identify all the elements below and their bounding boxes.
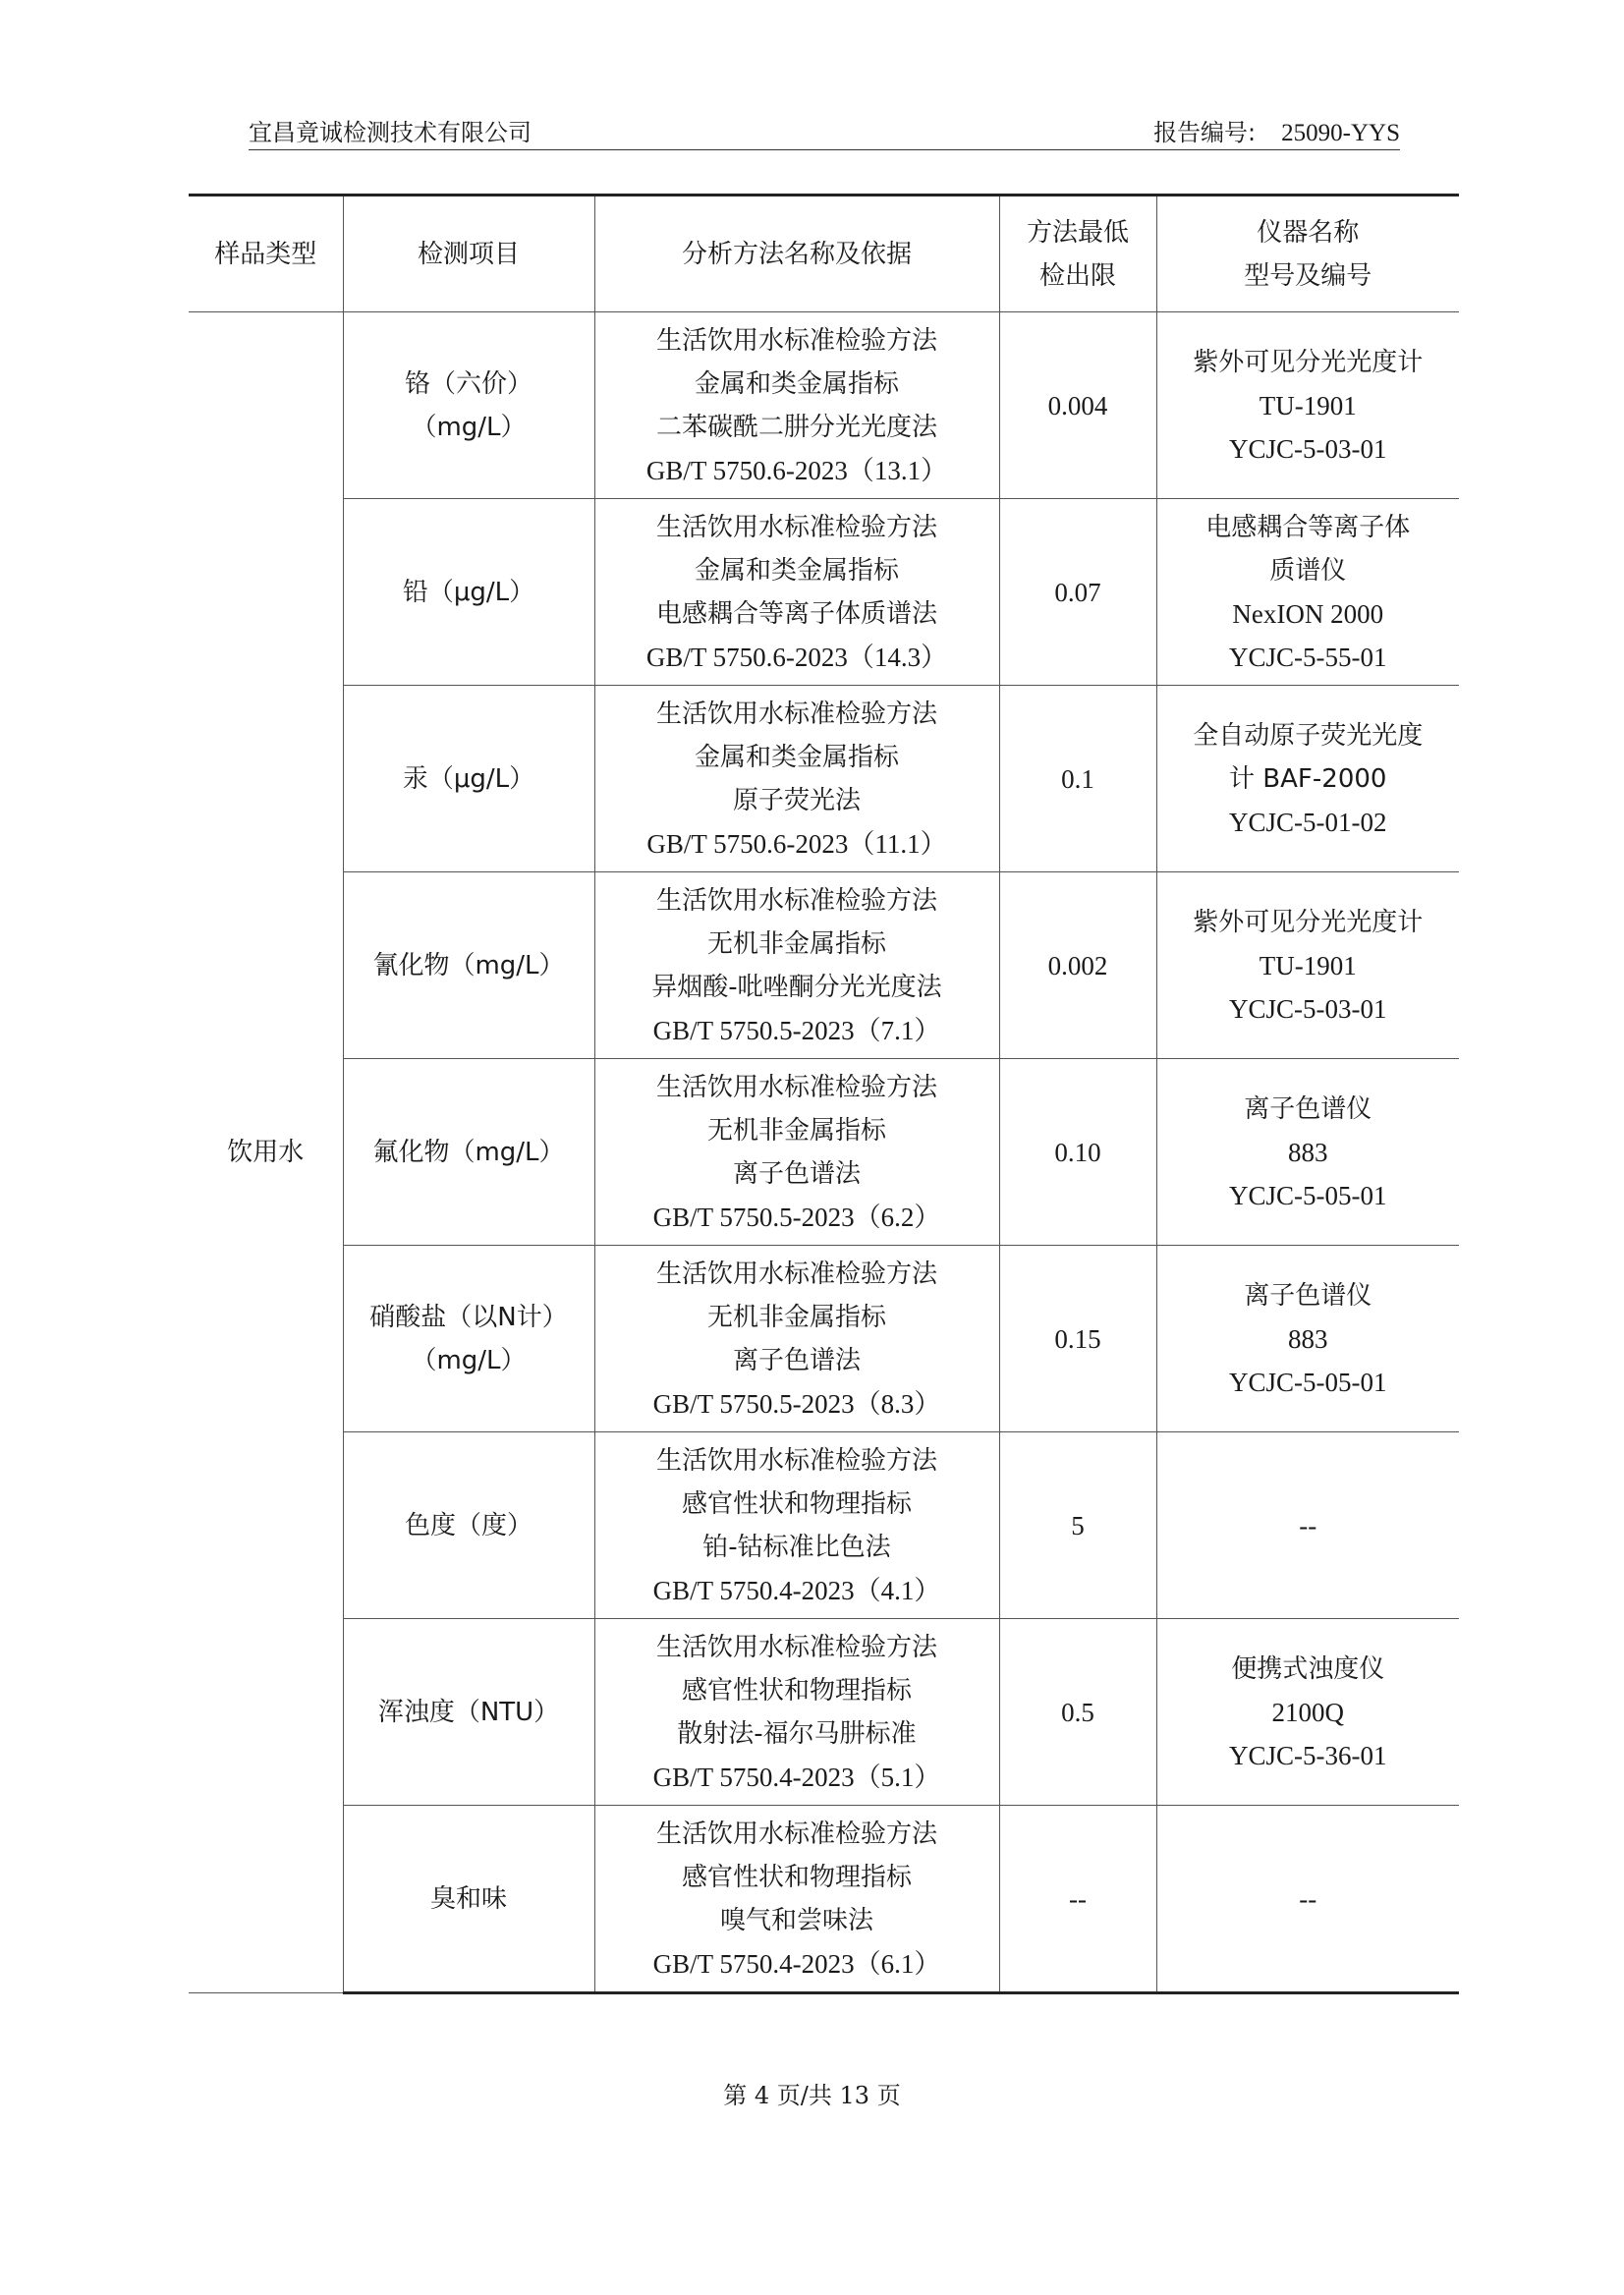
page-header xyxy=(249,113,1400,144)
method-cell-line: 嗅气和尝味法 xyxy=(719,1905,873,1935)
header-limit-line: 方法最低 xyxy=(1026,217,1129,248)
instrument-cell-line: 离子色谱仪 xyxy=(1244,1280,1372,1311)
test-item-cell xyxy=(343,312,594,499)
instrument-cell-line: 紫外可见分光光度计 xyxy=(1193,907,1424,937)
header-detection-limit xyxy=(999,196,1156,312)
method-standard: GB/T 5750.6-2023（11.1） xyxy=(646,828,947,859)
table-row xyxy=(189,1432,1459,1619)
detection-limit-cell: 0.07 xyxy=(999,499,1156,686)
table-row xyxy=(189,1059,1459,1246)
method-cell xyxy=(594,499,999,686)
test-item-cell xyxy=(343,1246,594,1432)
instrument-cell-line: YCJC-5-03-01 xyxy=(1229,993,1387,1024)
table-row xyxy=(189,872,1459,1059)
instrument-cell xyxy=(1156,312,1459,499)
header-rule xyxy=(249,149,1400,150)
instrument-cell xyxy=(1156,1059,1459,1246)
method-cell-line: 金属和类金属指标 xyxy=(694,368,899,399)
detection-limit-cell: 0.15 xyxy=(999,1246,1156,1432)
method-cell-line: 无机非金属指标 xyxy=(706,1115,886,1146)
instrument-cell-line: 883 xyxy=(1288,1323,1328,1354)
header-sample-type: 样品类型 xyxy=(189,196,343,312)
test-item-cell-line: 氟化物（mg/L） xyxy=(372,1137,565,1167)
detection-limit-cell: 0.004 xyxy=(999,312,1156,499)
header-method: 分析方法名称及依据 xyxy=(594,196,999,312)
sample-type-cell: 饮用水 xyxy=(189,312,343,1993)
method-cell-line: 电感耦合等离子体质谱法 xyxy=(655,598,937,629)
test-item-cell-line: 臭和味 xyxy=(429,1883,507,1914)
test-item-cell-line: （mg/L） xyxy=(411,412,527,442)
detection-limit-cell: 5 xyxy=(999,1432,1156,1619)
method-cell-line: 无机非金属指标 xyxy=(706,1302,886,1332)
method-cell xyxy=(594,1806,999,1993)
test-item-cell-line: 铬（六价） xyxy=(404,368,532,399)
header-instrument-line: 型号及编号 xyxy=(1244,260,1372,291)
method-cell xyxy=(594,872,999,1059)
method-cell xyxy=(594,1246,999,1432)
method-cell xyxy=(594,312,999,499)
method-cell-line: 无机非金属指标 xyxy=(706,928,886,959)
detection-limit-cell: 0.002 xyxy=(999,872,1156,1059)
instrument-cell xyxy=(1156,499,1459,686)
test-item-cell-line: 铅（μg/L） xyxy=(402,577,535,607)
test-item-cell xyxy=(343,1432,594,1619)
instrument-cell-line: 离子色谱仪 xyxy=(1244,1093,1372,1124)
method-cell-line: 生活饮用水标准检验方法 xyxy=(655,699,937,729)
test-item-cell xyxy=(343,499,594,686)
test-item-cell-line: 色度（度） xyxy=(404,1510,532,1540)
method-cell-line: 生活饮用水标准检验方法 xyxy=(655,885,937,916)
test-item-cell-line: 氰化物（mg/L） xyxy=(372,950,565,980)
company-name: 宜昌竟诚检测技术有限公司 xyxy=(249,119,532,146)
method-cell-line: 离子色谱法 xyxy=(732,1158,861,1189)
method-cell xyxy=(594,1432,999,1619)
detection-limit-cell: 0.1 xyxy=(999,686,1156,872)
method-standard: GB/T 5750.6-2023（14.3） xyxy=(645,642,948,672)
table-row xyxy=(189,1619,1459,1806)
table-row xyxy=(189,686,1459,872)
method-cell-line: 铂-钴标准比色法 xyxy=(702,1532,891,1562)
detection-limit-cell: 0.5 xyxy=(999,1619,1156,1806)
table-header-row xyxy=(189,196,1459,312)
instrument-cell-line: NexION 2000 xyxy=(1232,598,1384,629)
header-test-item: 检测项目 xyxy=(343,196,594,312)
method-cell-line: 感官性状和物理指标 xyxy=(681,1488,912,1519)
method-cell xyxy=(594,1059,999,1246)
method-cell-line: 生活饮用水标准检验方法 xyxy=(655,1632,937,1662)
instrument-cell-line: YCJC-5-55-01 xyxy=(1229,642,1387,672)
method-standard: GB/T 5750.4-2023（4.1） xyxy=(652,1575,941,1605)
instrument-cell-line: TU-1901 xyxy=(1259,390,1357,420)
instrument-cell-line: 质谱仪 xyxy=(1269,555,1347,586)
test-item-cell-line: 浑浊度（NTU） xyxy=(377,1697,560,1727)
instrument-cell xyxy=(1156,1806,1459,1993)
table-row xyxy=(189,312,1459,499)
test-item-cell xyxy=(343,1806,594,1993)
test-item-cell-line: （mg/L） xyxy=(411,1345,527,1375)
instrument-cell xyxy=(1156,1619,1459,1806)
detection-limit-cell: -- xyxy=(999,1806,1156,1993)
header-limit-line: 检出限 xyxy=(1038,260,1116,291)
header-instrument xyxy=(1156,196,1459,312)
method-cell-line: 二苯碳酰二肼分光光度法 xyxy=(655,412,937,442)
instrument-cell-line: 883 xyxy=(1288,1137,1328,1167)
test-item-cell-line: 硝酸盐（以N计） xyxy=(369,1302,568,1332)
instrument-cell-line: 2100Q xyxy=(1271,1697,1344,1727)
method-cell-line: 生活饮用水标准检验方法 xyxy=(655,1259,937,1289)
table-row xyxy=(189,1806,1459,1993)
instrument-cell-line: -- xyxy=(1299,1510,1317,1540)
instrument-cell-line: 紫外可见分光光度计 xyxy=(1193,347,1424,377)
method-cell-line: 生活饮用水标准检验方法 xyxy=(655,325,937,356)
method-cell-line: 异烟酸-吡唑酮分光光度法 xyxy=(651,972,942,1002)
instrument-cell-line: 计 BAF-2000 xyxy=(1229,763,1387,794)
method-cell xyxy=(594,686,999,872)
method-cell-line: 生活饮用水标准检验方法 xyxy=(655,1819,937,1849)
instrument-cell-line: TU-1901 xyxy=(1259,950,1357,980)
test-item-cell xyxy=(343,1059,594,1246)
test-item-cell xyxy=(343,686,594,872)
method-cell-line: 离子色谱法 xyxy=(732,1345,861,1375)
method-cell-line: 感官性状和物理指标 xyxy=(681,1675,912,1706)
method-cell-line: 生活饮用水标准检验方法 xyxy=(655,512,937,542)
method-cell-line: 金属和类金属指标 xyxy=(694,555,899,586)
method-cell-line: 感官性状和物理指标 xyxy=(681,1862,912,1892)
method-cell-line: 生活饮用水标准检验方法 xyxy=(655,1072,937,1102)
report-number-block xyxy=(1153,113,1400,147)
instrument-cell-line: -- xyxy=(1299,1883,1317,1914)
test-item-cell-line: 汞（μg/L） xyxy=(402,763,535,794)
instrument-cell-line: 便携式浊度仪 xyxy=(1231,1653,1385,1684)
instrument-cell xyxy=(1156,1432,1459,1619)
instrument-cell-line: YCJC-5-05-01 xyxy=(1229,1367,1387,1397)
method-cell-line: 原子荧光法 xyxy=(732,785,861,815)
method-cell-line: 散射法-福尔马肼标准 xyxy=(677,1718,917,1749)
report-number: 25090-YYS xyxy=(1281,120,1400,146)
table-row xyxy=(189,1246,1459,1432)
method-cell-line: 生活饮用水标准检验方法 xyxy=(655,1445,937,1476)
detection-limit-cell: 0.10 xyxy=(999,1059,1156,1246)
report-number-label: 报告编号: xyxy=(1153,119,1257,146)
instrument-cell xyxy=(1156,686,1459,872)
instrument-cell-line: 全自动原子荧光光度 xyxy=(1193,720,1424,751)
method-standard: GB/T 5750.5-2023（8.3） xyxy=(652,1388,941,1419)
method-standard: GB/T 5750.5-2023（7.1） xyxy=(652,1015,941,1045)
instrument-cell-line: YCJC-5-01-02 xyxy=(1229,807,1387,837)
method-standard: GB/T 5750.4-2023（5.1） xyxy=(652,1762,941,1792)
method-standard: GB/T 5750.5-2023（6.2） xyxy=(652,1202,941,1232)
method-cell xyxy=(594,1619,999,1806)
method-standard: GB/T 5750.4-2023（6.1） xyxy=(652,1948,941,1979)
method-cell-line: 金属和类金属指标 xyxy=(694,742,899,772)
instrument-cell-line: 电感耦合等离子体 xyxy=(1205,512,1411,542)
instrument-cell xyxy=(1156,872,1459,1059)
instrument-cell-line: YCJC-5-36-01 xyxy=(1229,1740,1387,1770)
header-instrument-line: 仪器名称 xyxy=(1257,217,1360,248)
test-methods-table xyxy=(189,194,1459,1994)
instrument-cell-line: YCJC-5-03-01 xyxy=(1229,433,1387,464)
instrument-cell-line: YCJC-5-05-01 xyxy=(1229,1180,1387,1210)
test-item-cell xyxy=(343,872,594,1059)
page-footer: 第 4 页/共 13 页 xyxy=(723,2082,901,2109)
instrument-cell xyxy=(1156,1246,1459,1432)
method-standard: GB/T 5750.6-2023（13.1） xyxy=(645,455,948,485)
table-row xyxy=(189,499,1459,686)
test-item-cell xyxy=(343,1619,594,1806)
